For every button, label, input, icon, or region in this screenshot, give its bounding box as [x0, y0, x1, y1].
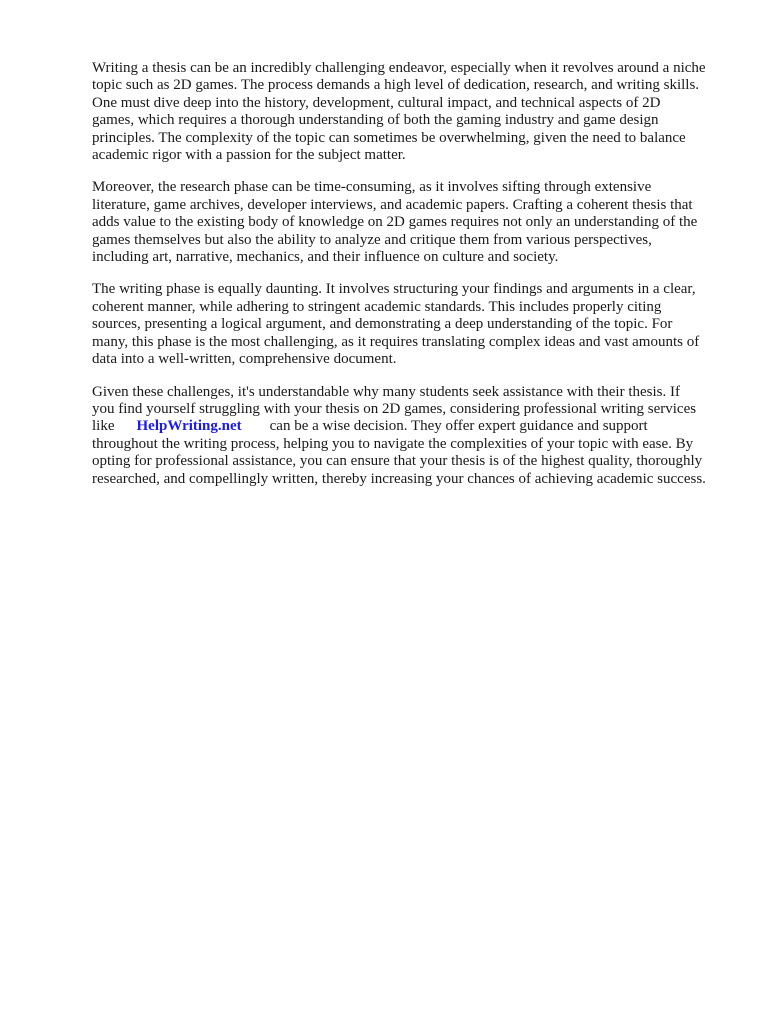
text-line: you find yourself struggling with your thesis on 2D games, considering professional writing services — [92, 400, 697, 417]
text-line: The writing phase is equally daunting. It involves structuring your findings and arguments in a clear, — [92, 281, 696, 298]
text-line: opting for professional assistance, you can ensure that your thesis is of the highest quality, thoroughly — [92, 453, 703, 470]
document-body — [92, 60, 732, 503]
text-line: principles. The complexity of the topic can sometimes be overwhelming, given the need to balance — [92, 129, 686, 146]
text-line: Given these challenges, it's understandable why many students seek assistance with their thesis. If — [92, 383, 680, 400]
text-line: data into a well-written, comprehensive document. — [92, 351, 397, 368]
text-line: adds value to the existing body of knowledge on 2D games requires not only an understanding of the — [92, 214, 698, 231]
text-line: researched, and compellingly written, thereby increasing your chances of achieving academic success. — [92, 470, 706, 487]
text-line: Moreover, the research phase can be time-consuming, as it involves sifting through extensive — [92, 179, 652, 196]
paragraph-1 — [92, 60, 732, 164]
link-suffix-text: can be a wise decision. They offer expert guidance and support — [269, 418, 648, 435]
text-line: many, this phase is the most challenging, as it requires translating complex ideas and vast amounts of — [92, 333, 700, 350]
text-line: literature, game archives, developer interviews, and academic papers. Crafting a coherent thesis that — [92, 196, 693, 213]
helpwriting-link[interactable]: HelpWriting.net — [136, 418, 242, 435]
text-line: games, which requires a thorough understanding of both the gaming industry and game design — [92, 112, 659, 129]
text-line: academic rigor with a passion for the subject matter. — [92, 147, 406, 164]
link-prefix-text: like — [92, 418, 115, 435]
text-line: sources, presenting a logical argument, and demonstrating a deep understanding of the topic. For — [92, 316, 673, 333]
text-line: including art, narrative, mechanics, and their influence on culture and society. — [92, 249, 559, 266]
text-line: topic such as 2D games. The process demands a high level of dedication, research, and writing skills. — [92, 77, 700, 94]
text-line-with-link — [92, 418, 732, 435]
text-line: One must dive deep into the history, development, cultural impact, and technical aspects of 2D — [92, 94, 661, 111]
text-line: games themselves but also the ability to analyze and critique them from various perspectives, — [92, 231, 652, 248]
paragraph-4 — [92, 384, 732, 488]
text-line: coherent manner, while adhering to stringent academic standards. This includes properly citing — [92, 298, 662, 315]
paragraph-3 — [92, 281, 732, 368]
text-line: throughout the writing process, helping you to navigate the complexities of your topic with ease. By — [92, 435, 694, 452]
paragraph-2 — [92, 179, 732, 266]
text-line: Writing a thesis can be an incredibly challenging endeavor, especially when it revolves around a niche — [92, 60, 706, 76]
